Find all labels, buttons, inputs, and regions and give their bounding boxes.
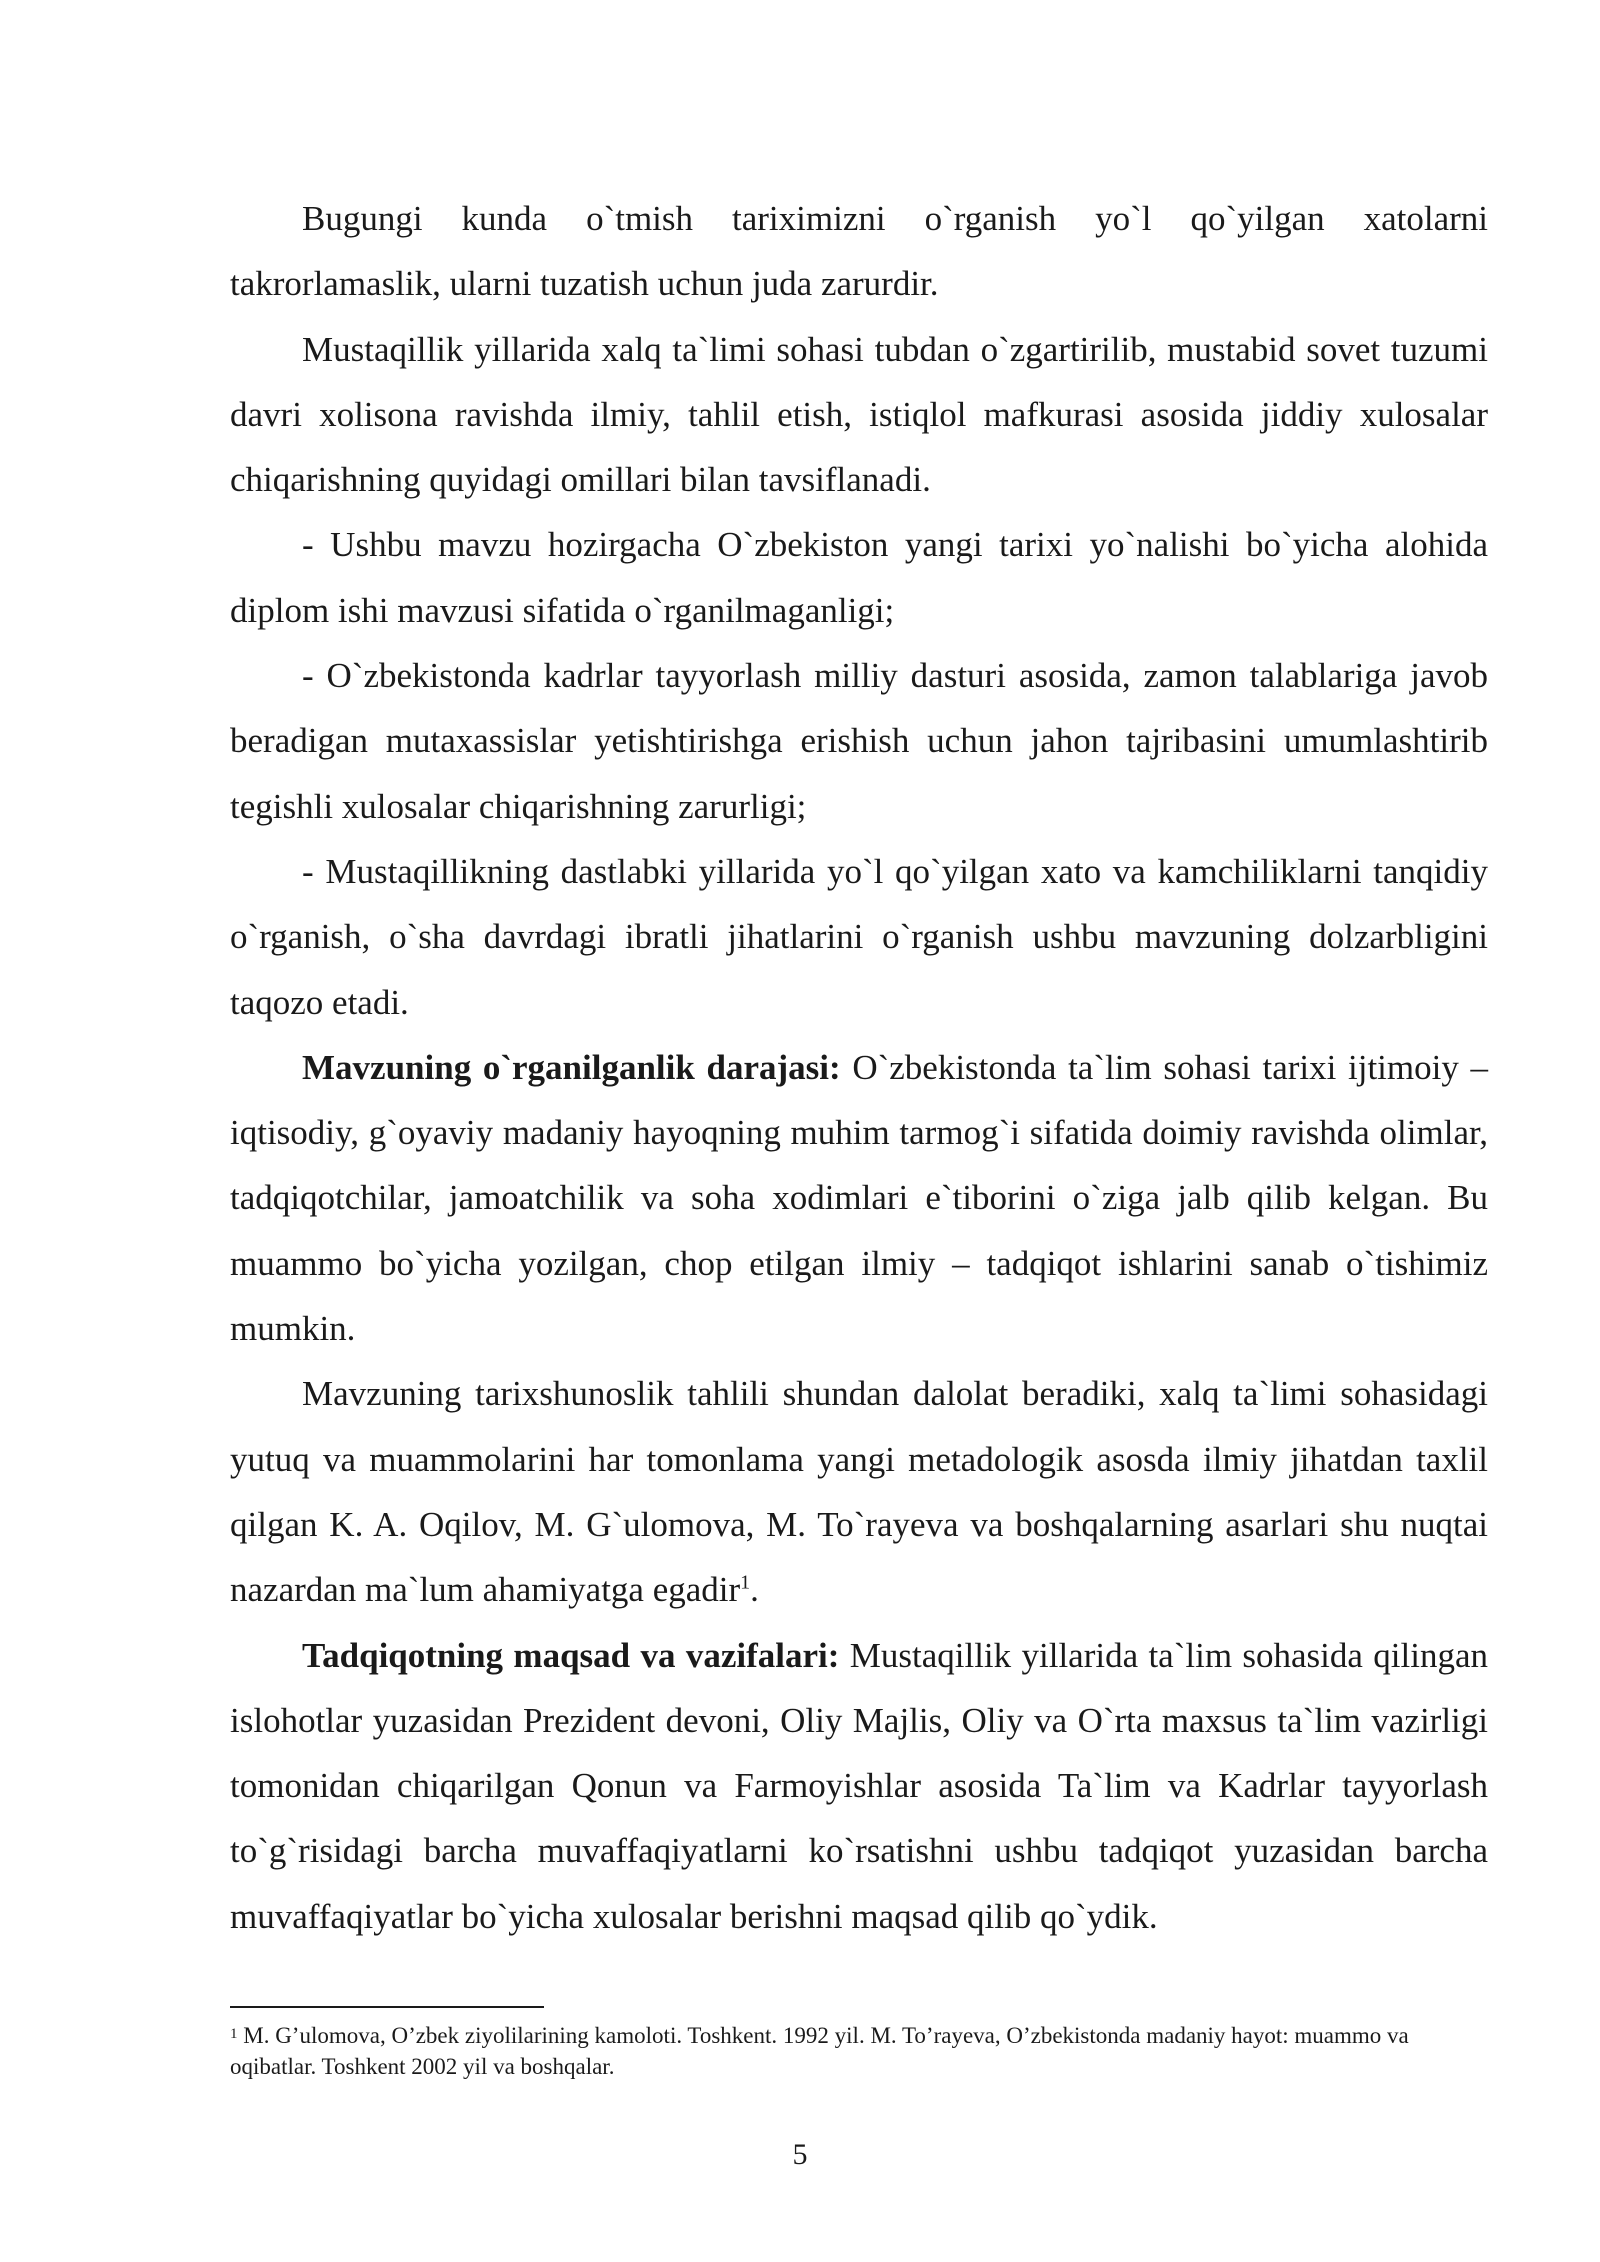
footnote-reference[interactable]: 1 [740, 1571, 751, 1594]
section-heading-research-goals: Tadqiqotning maqsad va vazifalari: [302, 1635, 840, 1675]
paragraph-research-goals-text: Mustaqillik yillarida ta`lim sohasida qilingan islohotlar yuzasidan Prezident devoni, Oliy Majlis, Oliy va O`rta maxsus ta`lim vazirligi tomonidan chiqarilgan Qonun va Farmoyishlar asosida Ta`lim va Kadrlar tayyorlash to`g`risidagi barcha muvaffaqiyatlarni ko`rsatishni ushbu tadqiqot yuzasidan barcha muvaffaqiyatlar bo`yicha xulosalar berishni maqsad qilib qo`ydik. [230, 1635, 1488, 1936]
footnote-separator [230, 2006, 544, 2008]
section-heading-study-degree: Mavzuning o`rganilganlik darajasi: [302, 1047, 841, 1087]
list-item-personnel-training: - O`zbekistonda kadrlar tayyorlash milliy dasturi asosida, zamon talablariga javob beradigan mutaxassislar yetishtirishga erishish uchun jahon tajribasini umumlashtirib tegishli xulosalar chiqarishning zarurligi; [230, 656, 1488, 826]
footnote [230, 2020, 1488, 2082]
paragraph-study-degree-text: O`zbekistonda ta`lim sohasi tarixi ijtimoiy – iqtisodiy, g`oyaviy madaniy hayoqning muhim tarmog`i sifatida doimiy ravishda olimlar, tadqiqotchilar, jamoatchilik va soha xodimlari e`tiborini o`ziga jalb qilib kelgan. Bu muammo bo`yicha yozilgan, chop etilgan ilmiy – tadqiqot ishlarini sanab o`tishimiz mumkin. [230, 1047, 1489, 1349]
footnote-text: M. G’ulomova, O’zbek ziyolilarining kamoloti. Toshkent. 1992 yil. M. To’rayeva, O’zbekistonda madaniy hayot: muammo va oqibatlar. Toshkent 2002 yil va boshqalar. [230, 2023, 1409, 2079]
paragraph-historiography-text: Mavzuning tarixshunoslik tahlili shundan dalolat beradiki, xalq ta`limi sohasidagi yutuq va muammolarini har tomonlama yangi metadologik asosda ilmiy jihatdan taxlil qilgan K. A. Oqilov, M. G`ulomova, M. To`rayeva va boshqalarning asarlari shu nuqtai nazardan ma`lum ahamiyatga egadir [230, 1374, 1488, 1610]
paragraph-study-degree [230, 1035, 1488, 1361]
paragraph-historiography-end: . [750, 1570, 759, 1610]
list-item-topic-unstudied: - Ushbu mavzu hozirgacha O`zbekiston yangi tarixi yo`nalishi bo`yicha alohida diplom ishi mavzusi sifatida o`rganilmaganligi; [230, 525, 1488, 630]
footnote-mark: 1 [230, 2026, 238, 2042]
document-body [230, 186, 1488, 1949]
paragraph-historiography [230, 1361, 1488, 1622]
page-number: 5 [792, 2138, 808, 2171]
paragraph-research-goals [230, 1623, 1488, 1949]
paragraph-independence-years: Mustaqillik yillarida xalq ta`limi sohasi tubdan o`zgartirilib, mustabid sovet tuzumi davri xolisona ravishda ilmiy, tahlil etish, istiqlol mafkurasi asosida jiddiy xulosalar chiqarishning quyidagi omillari bilan tavsiflanadi. [230, 329, 1488, 500]
paragraph-intro: Bugungi kunda o`tmish tariximizni o`rganish yo`l qo`yilgan xatolarni takrorlamaslik, ularni tuzatish uchun juda zarurdir. [230, 199, 1488, 304]
list-item-mistakes-analysis: - Mustaqillikning dastlabki yillarida yo`l qo`yilgan xato va kamchiliklarni tanqidiy o`rganish, o`sha davrdagi ibratli jihatlarini o`rganish ushbu mavzuning dolzarbligini taqozo etadi. [230, 851, 1488, 1022]
